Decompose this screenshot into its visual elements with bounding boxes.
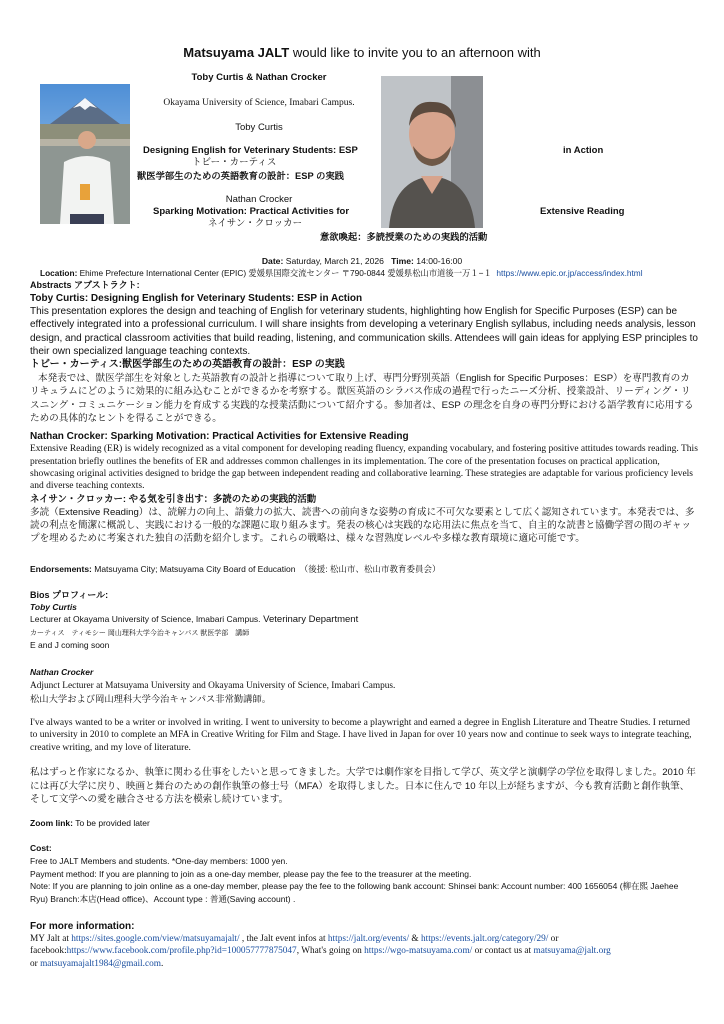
location-line (40, 268, 720, 279)
toby-bio-name: Toby Curtis (30, 601, 77, 612)
talk1-speaker: Toby Curtis (235, 122, 283, 133)
date-label: Date: (261, 256, 284, 266)
talk1-title-jp: 獣医学部生のための英語教育の設計：ESP の実践 (137, 171, 344, 181)
abstracts-section (30, 280, 698, 425)
abstract2-section (30, 430, 698, 545)
facebook-link[interactable]: https://www.facebook.com/profile.php?id=100057777875047 (66, 946, 297, 957)
jalt-events-link[interactable]: https://jalt.org/events/ (327, 934, 410, 945)
wgo-matsuyama-link[interactable]: https://wgo-matsuyama.com/ (364, 946, 473, 957)
endorsements (30, 564, 698, 575)
more-text-7: or (30, 958, 41, 969)
email-link-jalt[interactable]: matsuyama@jalt.org (533, 946, 611, 957)
toby-bio-dept: Veterinary Department (260, 614, 359, 626)
bios-heading: Bios プロフィール: (30, 590, 109, 600)
nathan-crocker-photo (381, 76, 483, 228)
abstract2-title: Nathan Crocker: Sparking Motivation: Practical Activities for Extensive Reading (30, 431, 409, 442)
date-value: Saturday, March 21, 2026 (283, 256, 384, 266)
toby-bio-jp: カーティス ティモシー 岡山理科大学今治キャンパス 獣医学部 講師 (30, 629, 250, 637)
location-label: Location: (40, 268, 78, 278)
endorsements-text: Matsuyama City; Matsuyama City Board of Education （後援: 松山市、松山市教育委員会） (91, 564, 441, 574)
page-title (0, 44, 724, 61)
abstract2-text-jp: 多読（Extensive Reading）は、読解力の向上、語彙力の拡大、読書への前向きな姿勢の育成に不可欠な要素として広く認知されています。本発表では、多読の利点を簡潔に概説し、実践における一般的な課題に取り組みます。発表の核心は実践的な応用法に焦点を当て、自主的な読書と協働学習の間のギャップを埋めるために考案された独自の活動を紹介します。これらの戦略は、様々な習熟度レベルや多様な教育環境に適応可能です。 (30, 506, 695, 544)
more-text-5: , What's going on (296, 946, 365, 957)
more-text-8: . (160, 958, 164, 969)
date-time (0, 256, 724, 267)
zoom-text: To be provided later (72, 818, 150, 828)
bios-section (30, 590, 698, 806)
more-info-text (30, 933, 698, 970)
toby-photo-image (40, 84, 130, 224)
more-text-2: , the Jalt event infos at (239, 934, 328, 945)
cost-section (30, 842, 698, 906)
email-link-gmail[interactable]: matsuyamajalt1984@gmail.com (40, 958, 161, 969)
abstract2-text: Extensive Reading (ER) is widely recognized as a vital component for developing reading fluency, expanding vocabulary, and fostering positive attitudes towards reading. This presentation briefly outlines the benefits of ER and addresses common challenges in its implementation. The core of the presentation focuses on practical application, showcasing original activities designed to bridge the gap between independent reading and collaborative learning. These strategies are adaptable for various proficiency levels and diverse teaching contexts. (30, 444, 698, 492)
abstract1-title-jp: トビー・カーティス:獣医学部生のための英語教育の設計：ESP の実践 (30, 359, 345, 371)
zoom-label: Zoom link: (30, 818, 73, 828)
talk2-speaker-jp: ネイサン・クロッカー (208, 218, 303, 229)
nathan-bio-text: I've always wanted to be a writer or involved in writing. I went to university to become a playwright and earned a degree in English Literature and Theatre Studies. I returned to university in 2010 to complete an MFA in Creative Writing for Film and Stage. I have lived in Japan for over 10 years now and continue to seek ways to integrate teaching, creative writing, and my love of literature. (30, 717, 692, 753)
talk1-speaker-jp: トビー・カーティス (192, 157, 277, 168)
more-text-3: & (409, 934, 421, 945)
nathan-bio-name: Nathan Crocker (30, 667, 94, 678)
toby-bio-line1 (30, 614, 698, 627)
talk2-speaker: Nathan Crocker (225, 194, 293, 205)
jalt-category-link[interactable]: https://events.jalt.org/category/29/ (420, 934, 549, 945)
abstract1-text: This presentation explores the design and teaching of English for veterinary students, highlighting how English for Specific Purposes (ESP) can be effectively integrated into a professional curriculum. I will share insights from developing a veterinary English syllabus, including needs analysis, lesson design, and practical classroom activities that build reading, listening, and communication skills. Attendees will gain ideas for applying ESP principles to their own specialized language teaching contexts. (30, 306, 698, 357)
abstract2-title-jp: ネイサン・クロッカー: やる気を引き出す：多読のための実践的活動 (30, 492, 317, 504)
location-link[interactable]: https://www.epic.or.jp/access/index.html (496, 268, 643, 278)
nathan-bio-jp: 松山大学および岡山理科大学今治キャンパス非常勤講師。 (30, 693, 272, 704)
invite-text: would like to invite you to an afternoon with (289, 45, 541, 60)
org-name: Matsuyama JALT (183, 45, 290, 60)
endorsements-label: Endorsements: (30, 564, 92, 574)
cost-line3: Note: If you are planning to join online as a one-day member, please pay the fee to the following bank account: Shinsei bank: Account number: 400 1656054 (柳在熙 Jaehee Ryu) Branch:本店(Head office)、Account type : 普通(Saving account) . (30, 881, 679, 904)
time-label: Time: (391, 256, 414, 266)
nathan-photo-image (381, 76, 483, 228)
talk2-title-end: Extensive Reading (540, 206, 625, 217)
toby-curtis-photo (40, 84, 130, 224)
more-text-1: MY Jalt at (30, 934, 72, 945)
talk1-title: Designing English for Veterinary Students: ESP (143, 145, 358, 156)
more-info-section (30, 920, 698, 970)
venue-campus: Okayama University of Science, Imabari Campus. (163, 98, 355, 108)
cost-heading: Cost: (30, 843, 52, 853)
talk1-title-end: in Action (563, 145, 604, 156)
time-value: 14:00-16:00 (413, 256, 463, 266)
more-text-6: or contact us at (472, 946, 534, 957)
cost-line1: Free to JALT Members and students. *One-day members: 1000 yen. (30, 855, 288, 866)
toby-bio-position: Lecturer at Okayama University of Science, Imabari Campus. (30, 614, 261, 625)
matsuyama-jalt-site-link[interactable]: https://sites.google.com/view/matsuyamajalt/ (71, 934, 240, 945)
talk2-title-jp: 意欲喚起：多読授業のための実践的活動 (320, 232, 488, 242)
more-text-4: or facebook: (30, 934, 559, 957)
talk2-title: Sparking Motivation: Practical Activities for (153, 206, 350, 217)
abstract1-title: Toby Curtis: Designing English for Veterinary Students: ESP in Action (30, 292, 363, 304)
toby-bio-note: E and J coming soon (30, 639, 110, 650)
zoom-line (30, 818, 698, 829)
cost-line2: Payment method: If you are planning to join as a one-day member, please pay the fee to the treasurer at the meeting. (30, 868, 472, 879)
abstracts-heading: Abstracts アブストラクト: (30, 280, 140, 290)
location-value: Ehime Prefecture International Center (EPIC) 愛媛県国際交流センター 〒790-0844 愛媛県松山市道後一万１−１ (77, 268, 492, 278)
speakers-line: Toby Curtis & Nathan Crocker (191, 72, 327, 83)
more-info-heading: For more information: (30, 921, 135, 932)
nathan-bio-text-jp: 私はずっと作家になるか、執筆に関わる仕事をしたいと思ってきました。大学では劇作家を目指して学び、英文学と演劇学の学位を取得しました。2010 年には再び大学に戻り、映画と舞台のための創作執筆の修士号（MFA）を取得しました。日本に住んで 10 年以上が経ちますが、今も教育活動と創作執筆、そして文学への愛を融合させる方法を模索し続けています。 (30, 767, 696, 805)
abstract1-text-jp: 本発表では、獣医学部生を対象とした英語教育の設計と指導について取り上げ、専門分野別英語（English for Specific Purposes：ESP）を専門教育のカリキュラムにどのように効果的に組み込むことができるかを考察する。獣医英語のシラバス作成の過程で行ったニーズ分析、授業設計、リーディング・リスニング・コミュニケーション能力を育成する実践的な授業活動について紹介する。参加者は、ESP の理念を自身の専門分野における語学教育に応用するための具体的なヒントを得ることができる。 (30, 373, 694, 424)
nathan-bio-position: Adjunct Lecturer at Matsuyama University and Okayama University of Science, Imabari Campus. (30, 681, 396, 692)
